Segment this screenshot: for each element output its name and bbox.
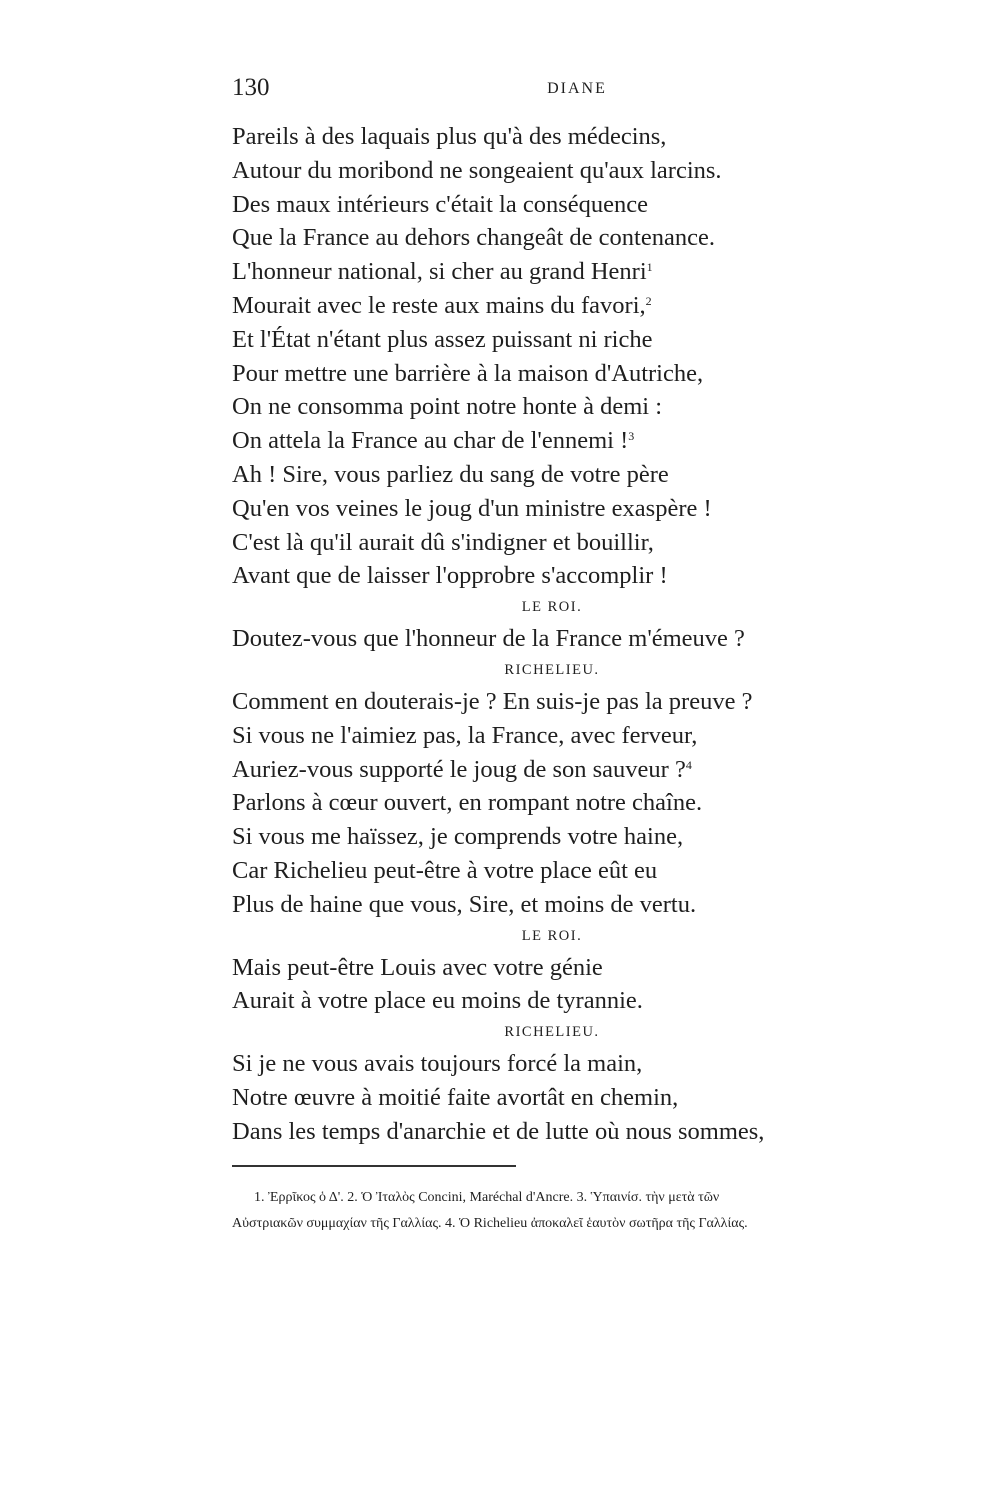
verse-line bbox=[232, 854, 932, 888]
line-text: Car Richelieu peut-être à votre place eût eu bbox=[232, 856, 658, 884]
speaker-name bbox=[232, 593, 872, 622]
line-text: RICHELIEU. bbox=[504, 1024, 600, 1041]
line-text: Dans les temps d'anarchie et de lutte où nous sommes, bbox=[232, 1117, 765, 1145]
verse-line bbox=[232, 984, 932, 1018]
line-text: Avant que de laisser l'opprobre s'accomplir ! bbox=[232, 562, 668, 590]
line-text: On attela la France au char de l'ennemi ! bbox=[232, 427, 629, 455]
line-text: Pareils à des laquais plus qu'à des médecins, bbox=[232, 123, 667, 150]
footnote-marker: 4 bbox=[685, 757, 692, 772]
line-text: Parlons à cœur ouvert, en rompant notre chaîne. bbox=[232, 789, 703, 817]
verse-line bbox=[232, 188, 932, 222]
page-header bbox=[232, 74, 922, 104]
line-text: L'honneur national, si cher au grand Henri bbox=[232, 258, 647, 286]
verse-line bbox=[232, 951, 932, 985]
line-text: Pour mettre une barrière à la maison d'Autriche, bbox=[232, 359, 704, 387]
verse-line bbox=[232, 622, 932, 656]
line-text: Doutez-vous que l'honneur de la France m'émeuve ? bbox=[232, 625, 745, 653]
line-text: On ne consomma point notre honte à demi : bbox=[232, 393, 663, 421]
verse-line bbox=[232, 1115, 932, 1149]
verse-line bbox=[232, 559, 932, 593]
line-text: Ah ! Sire, vous parliez du sang de votre père bbox=[232, 460, 669, 488]
verse-line bbox=[232, 492, 932, 526]
line-text: Notre œuvre à moitié faite avortât en chemin, bbox=[232, 1083, 679, 1111]
line-text: C'est là qu'il aurait dû s'indigner et bouillir, bbox=[232, 528, 654, 556]
footnote-rule bbox=[232, 1165, 516, 1167]
verse-line bbox=[232, 719, 932, 753]
verse-line bbox=[232, 888, 932, 922]
speaker-name bbox=[232, 922, 872, 951]
verse-line bbox=[232, 753, 932, 787]
running-title: DIANE bbox=[547, 80, 607, 97]
verse-line bbox=[232, 458, 932, 492]
verse-line bbox=[232, 786, 932, 820]
footnotes bbox=[232, 1185, 962, 1237]
verse-line bbox=[232, 424, 932, 458]
line-text: Des maux intérieurs c'était la conséquence bbox=[232, 190, 648, 218]
line-text: Comment en douterais-je ? En suis-je pas la preuve ? bbox=[232, 687, 753, 715]
line-text: RICHELIEU. bbox=[504, 661, 600, 678]
footnote-marker: 2 bbox=[645, 293, 652, 308]
line-text: Mourait avec le reste aux mains du favori, bbox=[232, 291, 646, 319]
line-text: Auriez-vous supporté le joug de son sauveur ? bbox=[232, 755, 686, 783]
line-text: Et l'État n'étant plus assez puissant ni riche bbox=[232, 325, 653, 353]
line-text: Mais peut-être Louis avec votre génie bbox=[232, 953, 603, 981]
line-text: Si je ne vous avais toujours forcé la main, bbox=[232, 1050, 643, 1078]
verse-line bbox=[232, 820, 932, 854]
verse-line bbox=[232, 289, 932, 323]
line-text: Aurait à votre place eu moins de tyrannie. bbox=[232, 987, 643, 1015]
line-text: Si vous me haïssez, je comprends votre haine, bbox=[232, 823, 684, 851]
verse-line bbox=[232, 1047, 932, 1081]
verse-line bbox=[232, 120, 932, 154]
line-text: LE ROI. bbox=[521, 599, 583, 616]
line-text: Plus de haine que vous, Sire, et moins de vertu. bbox=[232, 890, 697, 918]
verse-line bbox=[232, 255, 932, 289]
line-text: Que la France au dehors changeât de contenance. bbox=[232, 224, 715, 252]
verse-line bbox=[232, 357, 932, 391]
verse-line bbox=[232, 154, 932, 188]
speaker-name bbox=[232, 1018, 872, 1047]
footnote-line: 1. Ἐρρῖκος ὁ Δ'. 2. Ὁ Ἰταλὸς Concini, Maréchal d'Ancre. 3. Ὑπαινίσ. τὴν μετὰ τῶν bbox=[254, 1190, 720, 1205]
line-text: Si vous ne l'aimiez pas, la France, avec ferveur, bbox=[232, 721, 698, 749]
verse-line bbox=[232, 390, 932, 424]
footnote-marker: 3 bbox=[628, 429, 635, 444]
verse-line bbox=[232, 685, 932, 719]
verse-line bbox=[232, 221, 932, 255]
speaker-name bbox=[232, 656, 872, 685]
line-text: LE ROI. bbox=[521, 927, 583, 944]
verse-body bbox=[232, 120, 932, 1149]
line-text: Autour du moribond ne songeaient qu'aux larcins. bbox=[232, 156, 722, 184]
footnote-marker: 1 bbox=[646, 260, 653, 275]
page-number: 130 bbox=[232, 74, 270, 101]
verse-line bbox=[232, 323, 932, 357]
verse-line bbox=[232, 1081, 932, 1115]
line-text: Qu'en vos veines le joug d'un ministre exaspère ! bbox=[232, 494, 712, 522]
verse-line bbox=[232, 526, 932, 560]
footnote-line: Αὐστριακῶν συμμαχίαν τῆς Γαλλίας. 4. Ὁ Richelieu ἀποκαλεῖ ἑαυτὸν σωτῆρα τῆς Γαλλίας. bbox=[232, 1216, 748, 1231]
